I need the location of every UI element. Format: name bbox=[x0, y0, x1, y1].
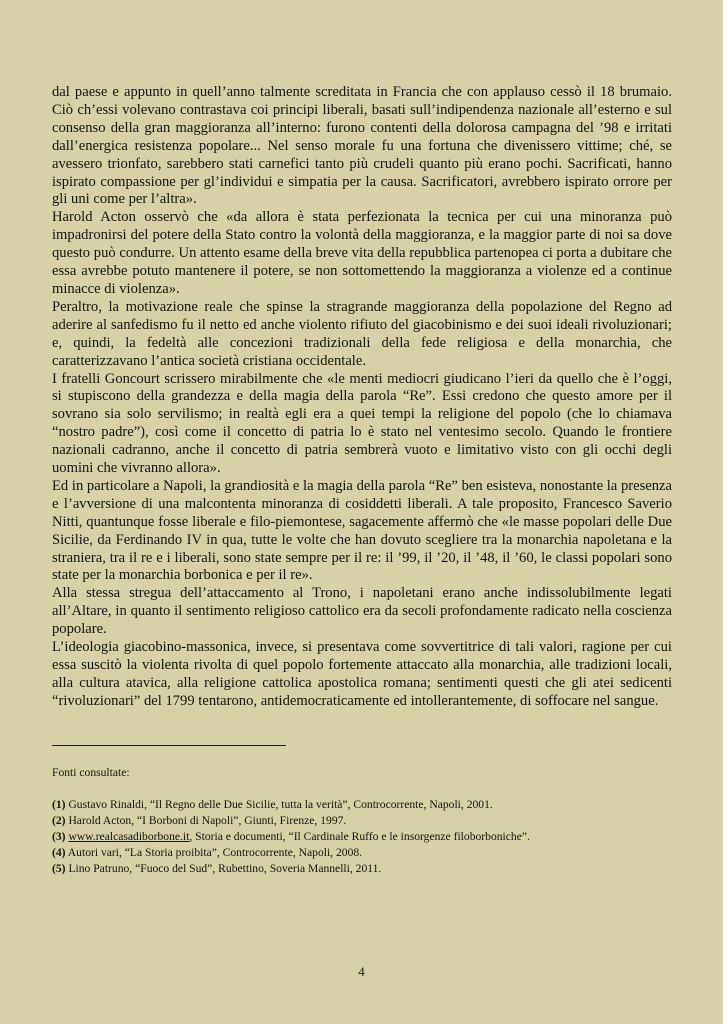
page-number: 4 bbox=[358, 964, 365, 979]
paragraph-7: L’ideologia giacobino-massonica, invece, si presentava come sovvertitrice di tali valori, ragione per cui essa suscitò la violenta rivolta di quel popolo fortemente attaccato alla monarchia, alle tradizioni locali, alla cultura atavica, alla religione cattolica apostolica romana; sentimenti questi che gli atei sedicenti “rivoluzionari” del 1799 tentarono, antidemocraticamente ed intollerantemente, di soffocare nel sangue. bbox=[52, 639, 672, 709]
source-number: (1) bbox=[52, 798, 66, 811]
source-item-4 bbox=[52, 845, 672, 861]
source-text: , Storia e documenti, “Il Cardinale Ruffo e le insorgenze filoborboniche”. bbox=[189, 830, 530, 843]
paragraph-2: Harold Acton osservò che «da allora è stata perfezionata la tecnica per cui una minoranza può impadronirsi del potere della Stato contro la volontà della maggioranza, e la maggior parte di noi sa dove questo può condurre. Un attento esame della breve vita della repubblica partenopea ci porta a dubitare che essa avrebbe potuto mantenere il potere, se non sottomettendo la maggioranza a violenze ed a continue minacce di violenza». bbox=[52, 209, 672, 297]
source-text: Autori vari, “La Storia proibita”, Controcorrente, Napoli, 2008. bbox=[67, 846, 363, 859]
source-item-5 bbox=[52, 861, 672, 877]
paragraph-5: Ed in particolare a Napoli, la grandiosità e la magia della parola “Re” ben esisteva, nonostante la presenza e l’avversione di una malcontenta minoranza di cosiddetti liberali. A tale proposito, Francesco Saverio Nitti, quantunque fosse liberale e filo-piemontese, sagacemente affermò che «le masse popolari delle Due Sicilie, da Ferdinando IV in qua, tutte le volte che han dovuto scegliere tra la monarchia napoletana e la straniera, tra il re e i liberali, sono state sempre per il re: il ’99, il ’20, il ’48, il ’60, le classi popolari sono state per la monarchia borbonica e per il re». bbox=[52, 477, 672, 584]
source-number: (4) bbox=[52, 846, 66, 859]
source-item-3 bbox=[52, 829, 672, 845]
source-number: (2) bbox=[52, 814, 66, 827]
source-item-2 bbox=[52, 813, 672, 829]
source-number: (3) bbox=[52, 830, 66, 843]
footnote-divider bbox=[52, 745, 286, 746]
paragraph-6: Alla stessa stregua dell’attaccamento al Trono, i napoletani erano anche indissolubilmente legati all’Altare, in quanto il sentimento religioso cattolico era da secoli profondamente radicato nella coscienza popolare. bbox=[52, 585, 672, 638]
source-text: Harold Acton, “I Borboni di Napoli”, Giunti, Firenze, 1997. bbox=[68, 814, 347, 827]
paragraph-4: I fratelli Goncourt scrissero mirabilmente che «le menti mediocri giudicano l’ieri da quello che è l’oggi, si stupiscono della grandezza e della magia della parola “Re”. Essi credono che questo amore per il sovrano sia solo servilismo; in realtà egli era a quei tempi la religione del popolo (che lo chiamava “nostro padre”), così come il concetto di patria lo è stato nel ventesimo secolo. Quando le frontiere nazionali cadranno, anche il concetto di patria sembrerà vuoto e limitativo visto con gli occhi degli uomini che vivranno allora». bbox=[52, 370, 672, 477]
source-text: Lino Patruno, “Fuoco del Sud”, Rubettino, Soveria Mannelli, 2011. bbox=[68, 862, 382, 875]
source-item-1 bbox=[52, 797, 672, 813]
source-text: Gustavo Rinaldi, “Il Regno delle Due Sicilie, tutta la verità”, Controcorrente, Napoli, 2001. bbox=[68, 798, 493, 811]
document-body bbox=[52, 84, 672, 711]
sources-section bbox=[52, 765, 672, 877]
sources-title: Fonti consultate: bbox=[52, 766, 130, 779]
paragraph-3: Peraltro, la motivazione reale che spinse la stragrande maggioranza della popolazione del Regno ad aderire al sanfedismo fu il netto ed anche violento rifiuto del giacobinismo e dei suoi ideali rivoluzionari; e, quindi, la fedeltà alle concezioni tradizionali della fede religiosa e della monarchia, che caratterizzavano l’antica società cristiana occidentale. bbox=[52, 298, 672, 369]
paragraph-1: dal paese e appunto in quell’anno talmente screditata in Francia che con applauso cessò il 18 brumaio. Ciò ch’essi volevano contrastava coi principi liberali, basati sull’indipendenza nazionale all’esterno e sul consenso della gran maggioranza all’interno: furono contenti della dolorosa campagna del ’98 e irritati dall’energica resistenza popolare... Nel senso morale fu una fortuna che divenissero vittime; ché, se avessero trionfato, sarebbero stati carnefici tanto più crudeli quanto più erano pochi. Sacrificati, hanno ispirato compassione per gl’individui e simpatia per la causa. Sacrificatori, avrebbero ispirato orrore per gli uni come per l’altra». bbox=[52, 84, 672, 208]
source-number: (5) bbox=[52, 862, 66, 875]
source-link[interactable]: www.realcasadiborbone.it bbox=[68, 830, 190, 843]
